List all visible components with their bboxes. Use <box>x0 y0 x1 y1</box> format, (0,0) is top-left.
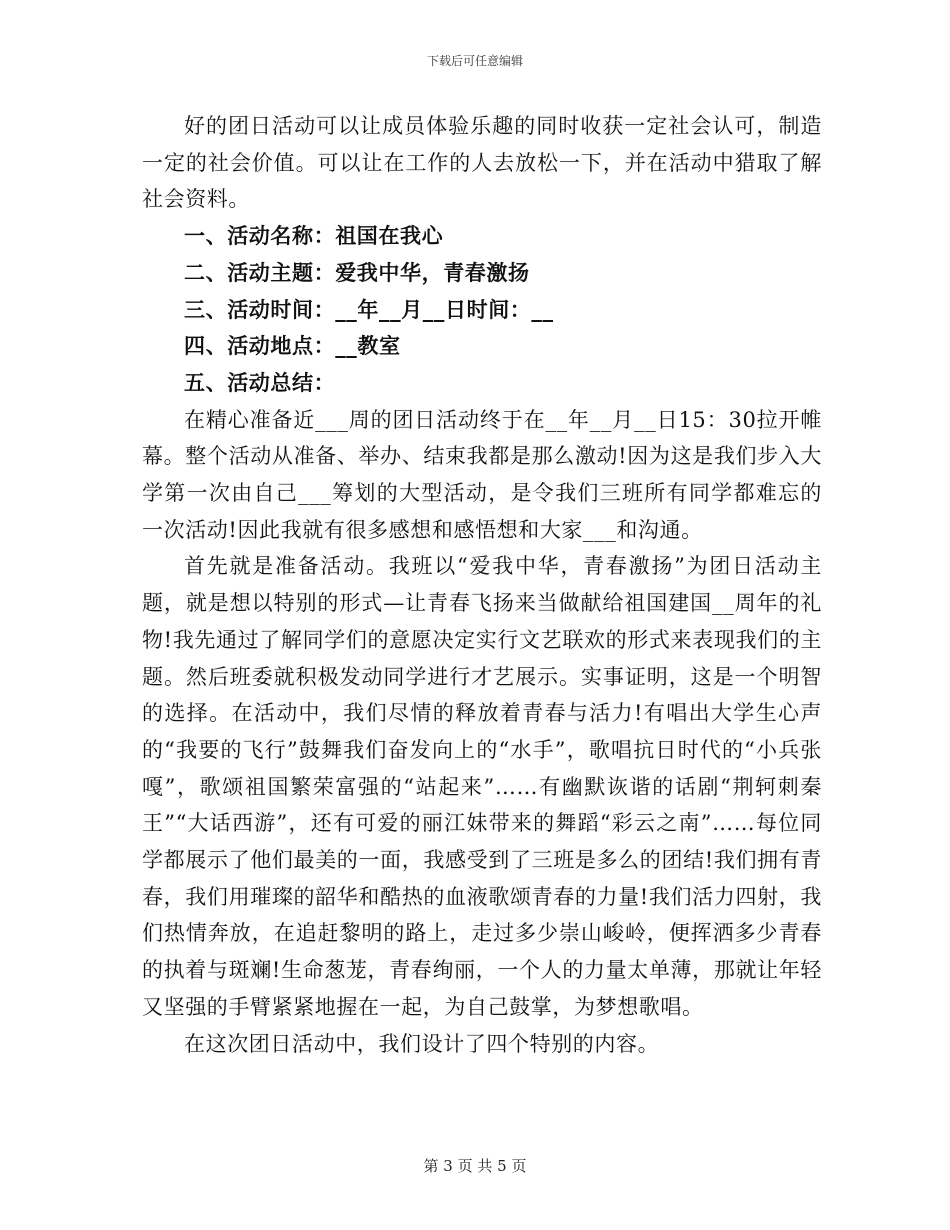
summary-paragraph-2: 首先就是准备活动。我班以“爱我中华，青春激扬”为团日活动主题，就是想以特别的形式—让青春飞扬来当做献给祖国建国__周年的礼物!我先通过了解同学们的意愿决定实行文艺联欢的形式来表现我们的主题。然后班委就积极发动同学进行才艺展示。实事证明，这是一个明智的选择。在活动中，我们尽情的释放着青春与活力!有唱出大学生心声的“我要的飞行”鼓舞我们奋发向上的“水手”，歌唱抗日时代的“小兵张嘎”，歌颂祖国繁荣富强的“站起来”……有幽默诙谐的话剧“荆轲刺秦王”“大话西游”，还有可爱的丽江妹带来的舞蹈“彩云之南”……每位同学都展示了他们最美的一面，我感受到了三班是多么的团结!我们拥有青春，我们用璀璨的韶华和酷热的血液歌颂青春的力量!我们活力四射，我们热情奔放，在追赶黎明的路上，走过多少崇山峻岭，便挥洒多少青春的执着与斑斓!生命葱茏，青春绚丽，一个人的力量太单薄，那就让年轻又坚强的手臂紧紧地握在一起，为自己鼓掌，为梦想歌唱。 <box>142 554 822 1019</box>
summary-paragraph-3: 在这次团日活动中，我们设计了四个特别的内容。 <box>184 1031 660 1056</box>
heading-activity-time: 三、活动时间：__年__月__日时间：__ <box>184 296 554 322</box>
intro-paragraph: 好的团日活动可以让成员体验乐趣的同时收获一定社会认可，制造一定的社会价值。可以让在工作的人去放松一下，并在活动中猎取了解社会资料。 <box>142 114 822 212</box>
page-footer: 第 3 页 共 5 页 <box>423 1157 527 1175</box>
heading-activity-location: 四、活动地点：__教室 <box>184 333 401 359</box>
heading-activity-name: 一、活动名称：祖国在我心 <box>184 223 444 249</box>
heading-activity-theme: 二、活动主题：爱我中华，青春激扬 <box>184 259 530 285</box>
heading-activity-summary: 五、活动总结： <box>184 369 336 395</box>
summary-paragraph-1: 在精心准备近___周的团日活动终于在__年__月__日15：30拉开帷幕。整个活动从准备、举办、结束我都是那么激动!因为这是我们步入大学第一次由自己___筹划的大型活动，是令我们三班所有同学都难忘的一次活动!因此我就有很多感想和感悟想和大家___和沟通。 <box>142 407 822 542</box>
page-header: 下载后可任意编辑 <box>426 54 523 68</box>
document-body <box>142 108 822 1062</box>
